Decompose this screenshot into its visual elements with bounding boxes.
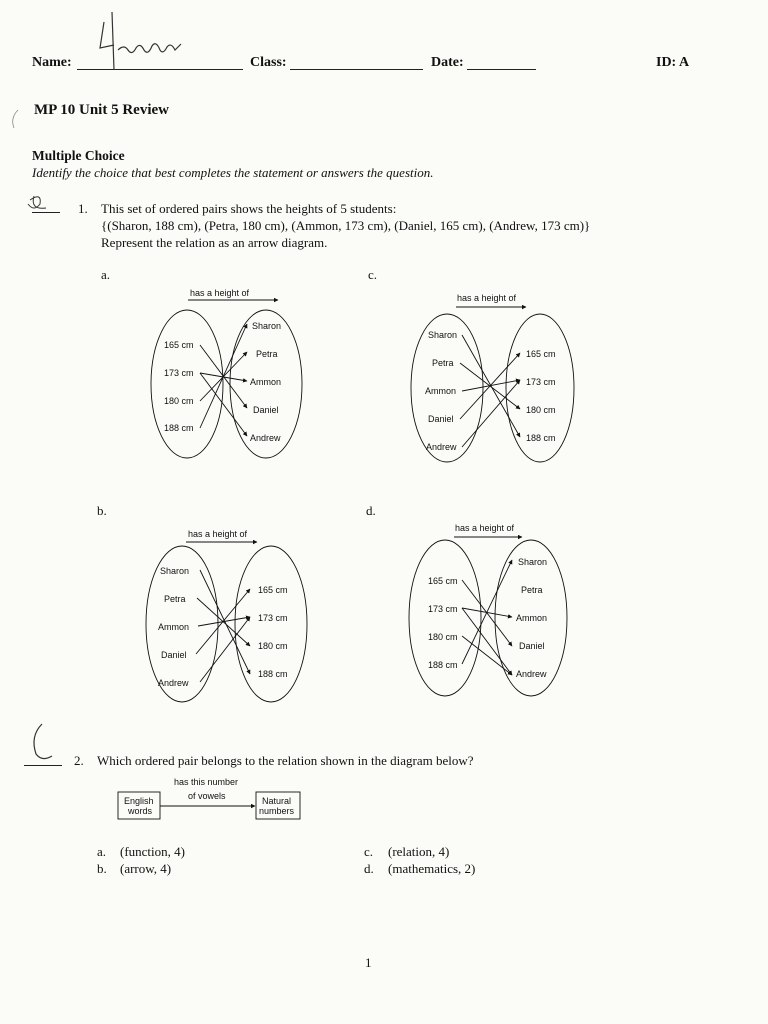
diagram-c-height-165: 165 cm (526, 349, 556, 359)
diagram-c-name-daniel: Daniel (428, 414, 454, 424)
diagram-a-name-petra: Petra (256, 349, 278, 359)
diagram-b-height-173: 173 cm (258, 613, 288, 623)
page-number: 1 (365, 955, 372, 970)
q1-option-b-label[interactable]: b. (97, 503, 107, 518)
diagram-d-name-sharon: Sharon (518, 557, 548, 567)
q1-option-c-label[interactable]: c. (368, 267, 378, 282)
diagram-d-height-173: 173 cm (428, 604, 458, 614)
q2-answer-blank[interactable] (24, 765, 62, 766)
id-label: ID: A (656, 55, 690, 70)
q2-domain-line1: English (124, 796, 154, 806)
q1-number: 1. (78, 201, 88, 216)
diagram-c-name-petra: Petra (432, 358, 454, 368)
diagram-a-height-165: 165 cm (164, 340, 194, 350)
diagram-a-height-173: 173 cm (164, 368, 194, 378)
q2-option-c-text[interactable]: (relation, 4) (388, 844, 450, 859)
section-instruction: Identify the choice that best completes the statement or answers the question. (32, 165, 434, 180)
q2-option-b-text[interactable]: (arrow, 4) (120, 861, 172, 876)
diagram-a-relation: has a height of (190, 288, 250, 298)
q2-relation-line1: has this number (174, 777, 239, 787)
page-title: MP 10 Unit 5 Review (34, 102, 169, 118)
q2-range-line1: Natural (262, 796, 292, 806)
name-label: Name: (32, 55, 72, 70)
q2-option-d-text[interactable]: (mathematics, 2) (388, 861, 476, 876)
class-label: Class: (250, 55, 287, 70)
diagram-c-name-ammon: Ammon (425, 386, 457, 396)
diagram-b-height-165: 165 cm (258, 585, 288, 595)
diagram-d-name-daniel: Daniel (519, 641, 545, 651)
diagram-c-name-andrew: Andrew (426, 442, 457, 452)
q2-option-c-label[interactable]: c. (364, 844, 374, 859)
diagram-d-height-180: 180 cm (428, 632, 458, 642)
diagram-c-height-180: 180 cm (526, 405, 556, 415)
diagram-b-relation: has a height of (188, 529, 248, 539)
q1-option-d-label[interactable]: d. (366, 503, 376, 518)
q2-relation-line2: of vowels (188, 791, 226, 801)
diagram-a-name-ammon: Ammon (250, 377, 282, 387)
diagram-b-name-petra: Petra (164, 594, 186, 604)
section-heading: Multiple Choice (32, 148, 125, 163)
diagram-d-name-petra: Petra (521, 585, 543, 595)
diagram-a-name-daniel: Daniel (253, 405, 279, 415)
q2-option-a-text[interactable]: (function, 4) (120, 844, 185, 859)
diagram-c-height-188: 188 cm (526, 433, 556, 443)
date-label: Date: (431, 55, 464, 70)
diagram-c-name-sharon: Sharon (428, 330, 458, 340)
diagram-c-relation: has a height of (457, 293, 517, 303)
diagram-a-height-188: 188 cm (164, 423, 194, 433)
q2-option-b-label[interactable]: b. (97, 861, 107, 876)
q1-line3: Represent the relation as an arrow diagram. (101, 235, 328, 250)
diagram-a-name-andrew: Andrew (250, 433, 281, 443)
q1-line2: {(Sharon, 188 cm), (Petra, 180 cm), (Ammon, 173 cm), (Daniel, 165 cm), (Andrew, 173 cm)} (101, 218, 591, 233)
q2-number: 2. (74, 753, 84, 768)
diagram-d-name-ammon: Ammon (516, 613, 548, 623)
q2-option-a-label[interactable]: a. (97, 844, 107, 859)
diagram-d-height-165: 165 cm (428, 576, 458, 586)
q2-range-line2: numbers (259, 806, 295, 816)
q2-domain-line2: words (128, 806, 153, 816)
diagram-b-name-daniel: Daniel (161, 650, 187, 660)
q2-option-d-label[interactable]: d. (364, 861, 374, 876)
diagram-d-relation: has a height of (455, 523, 515, 533)
diagram-b-name-andrew: Andrew (158, 678, 189, 688)
diagram-d-height-188: 188 cm (428, 660, 458, 670)
diagram-b-name-sharon: Sharon (160, 566, 190, 576)
q2-relation-diagram (118, 777, 300, 819)
diagram-d-name-andrew: Andrew (516, 669, 547, 679)
diagram-b-height-180: 180 cm (258, 641, 288, 651)
diagram-a-name-sharon: Sharon (252, 321, 282, 331)
q1-line1: This set of ordered pairs shows the heights of 5 students: (101, 201, 397, 216)
diagram-b-name-ammon: Ammon (158, 622, 190, 632)
diagram-a-height-180: 180 cm (164, 396, 194, 406)
q2-text: Which ordered pair belongs to the relation shown in the diagram below? (97, 753, 474, 768)
diagram-c-height-173: 173 cm (526, 377, 556, 387)
q1-option-a-label[interactable]: a. (101, 267, 111, 282)
diagram-b-height-188: 188 cm (258, 669, 288, 679)
